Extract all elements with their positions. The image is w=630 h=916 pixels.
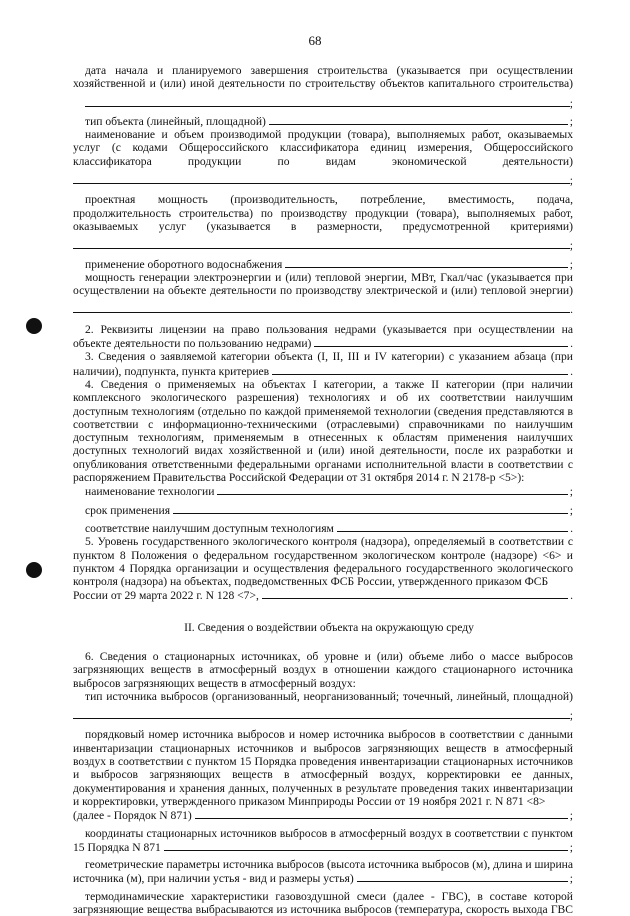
text-line: классификатора продукции по видам экономической деятельности) bbox=[73, 154, 573, 168]
text-line: оказываемых услуг (указывается в размерности, предусмотренной критериями) bbox=[73, 219, 573, 233]
fill-line: ; bbox=[85, 95, 573, 110]
field-bat-compliance: соответствие наилучшим доступным технологиям . bbox=[85, 521, 573, 535]
text-line: тип источника выбросов (организованный, неорганизованный; точечный, линейный, площадной) bbox=[85, 689, 573, 703]
field-water-recycling: применение оборотного водоснабжения ; bbox=[85, 257, 573, 271]
punch-hole-mark bbox=[26, 562, 42, 578]
text-line: продолжительность строительства) по производству продукции (товара), выполняемых работ, bbox=[73, 206, 573, 220]
field-license: объекте деятельности по пользованию недрами) . bbox=[73, 337, 573, 351]
field-geometry: источника (м), при наличии устья - вид и размеры устья) ; bbox=[73, 872, 573, 886]
paragraph-inventory: порядковый номер источника выбросов и номер источника выбросов в соответствии с данными инвентаризации стационарных источников и выбросов загрязняющих веществ в атмосферный воздух в соответствии с пунктом 15 Порядка проведения инвентаризации стационарных источников и выбросов загрязняющих веществ в атмосферный воздух, корректировки ее данных, документирования и хранения данных, полученных в результате проведения таких инвентаризации и корректировки, утвержденного приказом Минприроды России от 19 ноября 2021 г. N 871 <8> bbox=[73, 728, 573, 808]
section-title: II. Сведения о воздействии объекта на окружающую среду bbox=[184, 620, 474, 634]
text-line: термодинамические характеристики газовоздушной смеси (далее - ГВС), в составе которой bbox=[85, 889, 573, 903]
fill-line: . bbox=[73, 301, 573, 316]
field-coordinates: 15 Порядка N 871 ; bbox=[73, 840, 573, 854]
document-body bbox=[73, 64, 573, 916]
paragraph-5: 5. Уровень государственного экологического контроля (надзора), определяемый в соответствии с пунктом 8 Положения о федеральном государственном экологическом контроле (надзоре) <6> и пунктом 4 Порядка организации и осуществления федерального государственного экологического контроля (надзора) на объектах, подведомственных ФСБ России, утвержденного приказом ФСБ bbox=[73, 535, 573, 589]
fill-line: ; bbox=[73, 237, 573, 252]
text-line: координаты стационарных источников выбросов в атмосферный воздух в соответствии с пунктом bbox=[85, 826, 573, 840]
field-object-type: тип объекта (линейный, площадной) ; bbox=[85, 114, 573, 128]
text-line: мощность генерации электроэнергии и (или) тепловой энергии, МВт, Гкал/час (указывается при bbox=[85, 270, 573, 284]
field-category: наличии), подпункта, пункта критериев . bbox=[73, 364, 573, 378]
text-line: осуществлении на объекте деятельности по производству электрической и (или) тепловой энергии) bbox=[73, 284, 573, 298]
text-line: наименование и объем производимой продукции (товара), выполняемых работ, оказываемых bbox=[85, 128, 573, 142]
text-line: загрязняющие вещества выбрасываются из источника выбросов (температура, скорость выхода ГВС bbox=[73, 903, 573, 916]
text-line: хозяйственной и (или) иной деятельности по строительству объектов капитального строительства) bbox=[73, 77, 573, 91]
text-line: услуг (с кодами Общероссийского классификатора единиц измерения, Общероссийского bbox=[73, 141, 573, 155]
text-line: проектная мощность (производительность, потребление, вместимость, подача, bbox=[85, 193, 573, 207]
page-number: 68 bbox=[308, 33, 322, 48]
field-technology-name: наименование технологии ; bbox=[85, 485, 573, 499]
field-control-level: России от 29 марта 2022 г. N 128 <7>, . bbox=[73, 589, 573, 603]
text-line: дата начала и планируемого завершения строительства (указывается при осуществлении bbox=[85, 64, 573, 77]
paragraph-4: 4. Сведения о применяемых на объектах I категории, а также II категории (при наличии комплексного экологического разрешения) технологиях и об их соответствии наилучшим доступным технологиям (отдельно по каждой применяемой технологии (сведения представляются в соответствии с информационно-техническими (отраслевыми) справочниками по наилучшим доступным технологиям, применяемым в отнесенных к областям применения наилучших доступных технологий видах хозяйственной и (или) иной деятельности, после их разработки и опубликования ответственными федеральными органами исполнительной власти в соответствии с распоряжением Правительства Российской Федерации от 31 октября 2014 г. N 2178-р <5>): bbox=[73, 377, 573, 485]
paragraph-6: 6. Сведения о стационарных источниках, об уровне и (или) объеме либо о массе выбросов загрязняющих веществ в атмосферный воздух в отношении каждого стационарного источника выбросов загрязняющих веществ в атмосферный воздух: bbox=[73, 649, 573, 690]
text-line: геометрические параметры источника выбросов (высота источника выбросов (м), длина и ширина bbox=[85, 858, 573, 872]
field-period: срок применения ; bbox=[85, 503, 573, 517]
paragraph-2: 2. Реквизиты лицензии на право пользования недрами (указывается при осуществлении на bbox=[85, 322, 573, 336]
fill-line: ; bbox=[73, 707, 573, 722]
punch-hole-mark bbox=[26, 318, 42, 334]
paragraph-3: 3. Сведения о заявляемой категории объекта (I, II, III и IV категории) с указанием абзаца (при bbox=[85, 350, 573, 364]
field-source-number: (далее - Порядок N 871) ; bbox=[73, 809, 573, 823]
fill-line: ; bbox=[73, 172, 573, 187]
